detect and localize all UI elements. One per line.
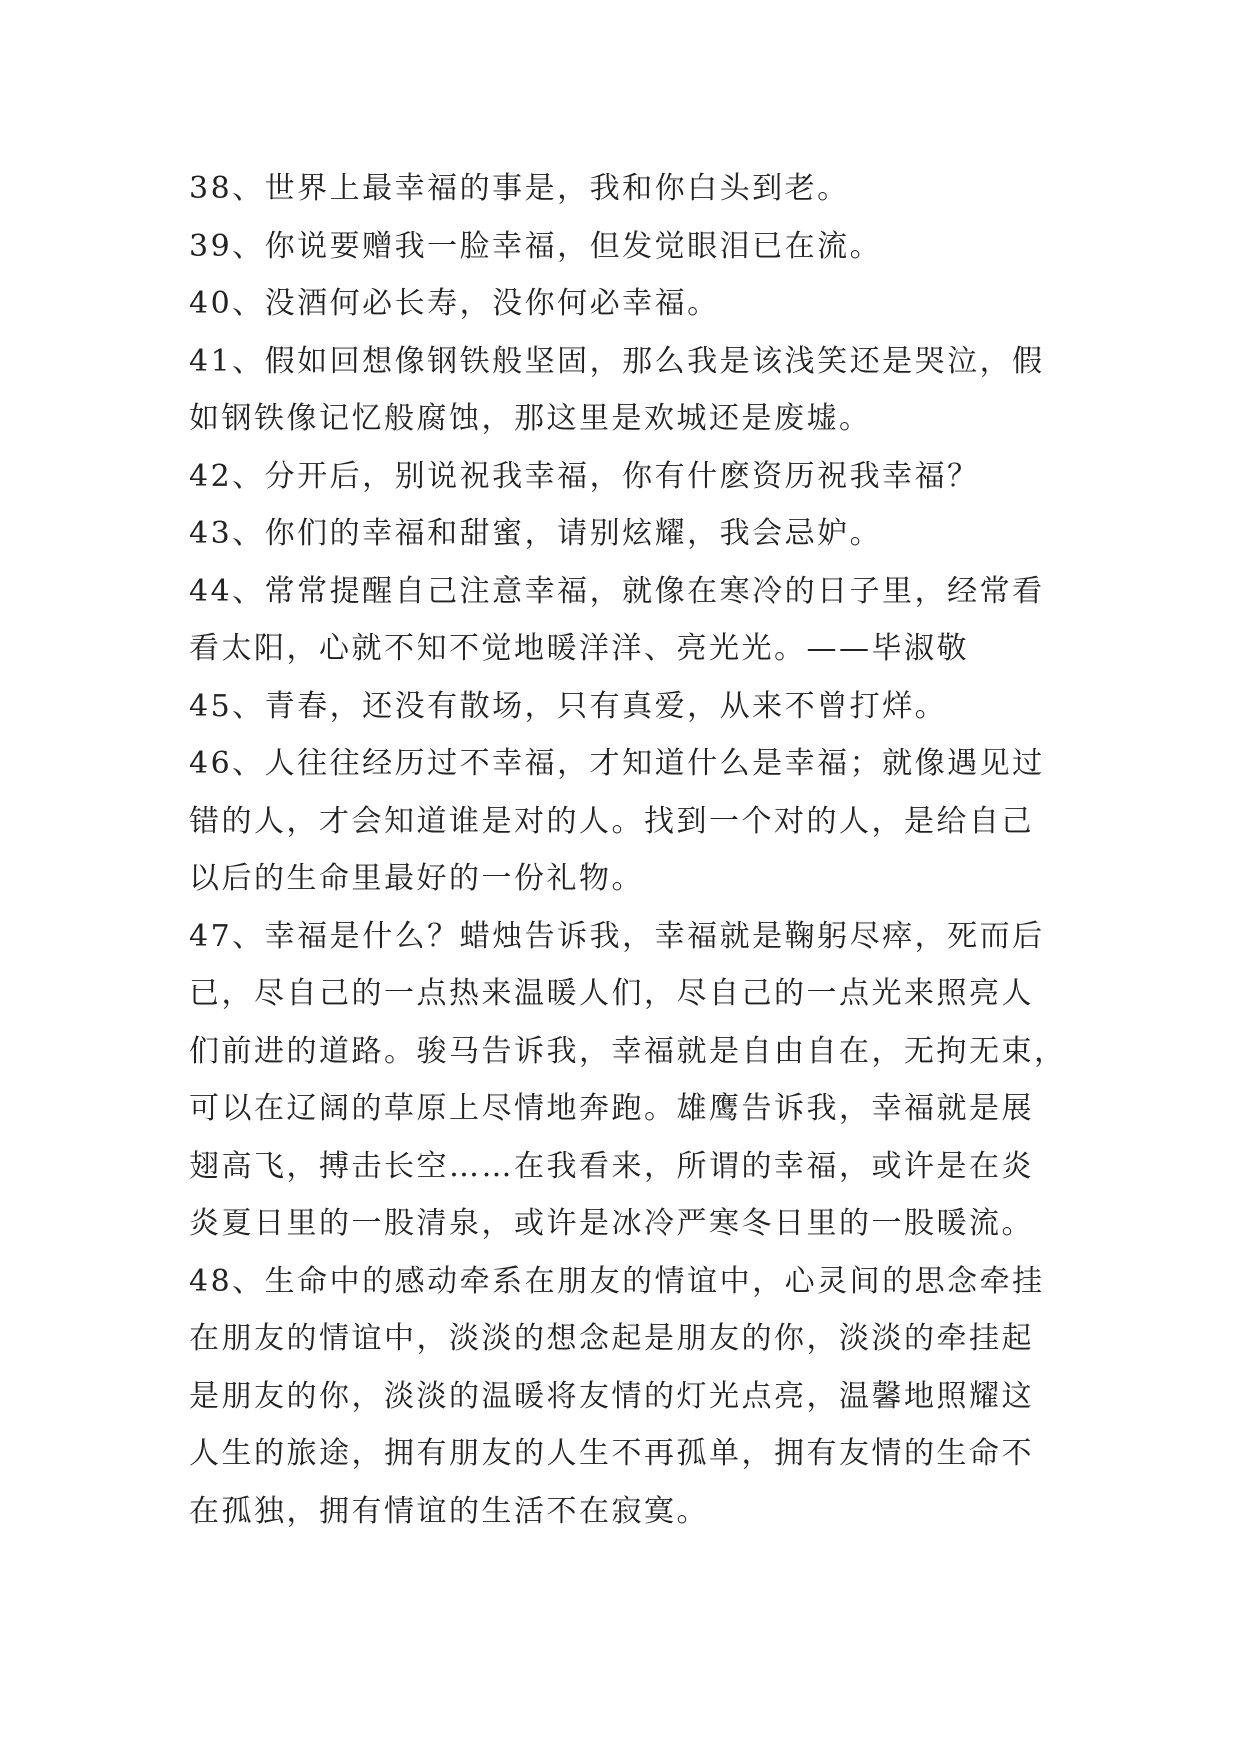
text-line: 已，尽自己的一点热来温暖人们，尽自己的一点光来照亮人: [189, 976, 1034, 1011]
text-line: 在朋友的情谊中，淡淡的想念起是朋友的你，淡淡的牵挂起: [189, 1321, 1034, 1356]
text-line: 看太阳，心就不知不觉地暖洋洋、亮光光。——毕淑敬: [189, 631, 969, 666]
text-line: 是朋友的你，淡淡的温暖将友情的灯光点亮，温馨地照耀这: [189, 1378, 1034, 1414]
text-line: 44、常常提醒自己注意幸福，就像在寒冷的日子里，经常看: [189, 573, 1045, 609]
text-line: 以后的生命里最好的一份礼物。: [189, 861, 644, 896]
text-line: 翅高飞，搏击长空……在我看来，所谓的幸福，或许是在炎: [189, 1148, 1034, 1184]
text-line: 错的人，才会知道谁是对的人。找到一个对的人，是给自己: [189, 803, 1034, 839]
text-line: 炎夏日里的一股清泉，或许是冰冷严寒冬日里的一股暖流。: [189, 1206, 1034, 1241]
text-line: 人生的旅途，拥有朋友的人生不再孤单，拥有友情的生命不: [189, 1436, 1034, 1471]
text-line: 45、青春，还没有散场，只有真爱，从来不曾打烊。: [189, 688, 948, 724]
text-line: 47、幸福是什么？蜡烛告诉我，幸福就是鞠躬尽瘁，死而后: [189, 918, 1045, 954]
text-line: 41、假如回想像钢铁般坚固，那么我是该浅笑还是哭泣，假: [189, 343, 1045, 379]
text-line: 38、世界上最幸福的事是，我和你白头到老。: [189, 171, 850, 206]
text-line: 42、分开后，别说祝我幸福，你有什麽资历祝我幸福？: [189, 458, 980, 494]
document-body: [189, 160, 1069, 1540]
text-line: 如钢铁像记忆般腐蚀，那这里是欢城还是废墟。: [189, 401, 872, 436]
text-line: 43、你们的幸福和甜蜜，请别炫耀，我会忌妒。: [189, 516, 883, 551]
text-line: 48、生命中的感动牵系在朋友的情谊中，心灵间的思念牵挂: [189, 1263, 1045, 1299]
text-line: 在孤独，拥有情谊的生活不在寂寞。: [189, 1493, 709, 1529]
text-line: 39、你说要赠我一脸幸福，但发觉眼泪已在流。: [189, 228, 883, 264]
text-line: 们前进的道路。骏马告诉我，幸福就是自由自在，无拘无束，: [189, 1033, 1067, 1069]
text-line: 可以在辽阔的草原上尽情地奔跑。雄鹰告诉我，幸福就是展: [189, 1091, 1034, 1126]
text-line: 46、人往往经历过不幸福，才知道什么是幸福；就像遇见过: [189, 746, 1045, 781]
text-line: 40、没酒何必长寿，没你何必幸福。: [189, 286, 720, 321]
